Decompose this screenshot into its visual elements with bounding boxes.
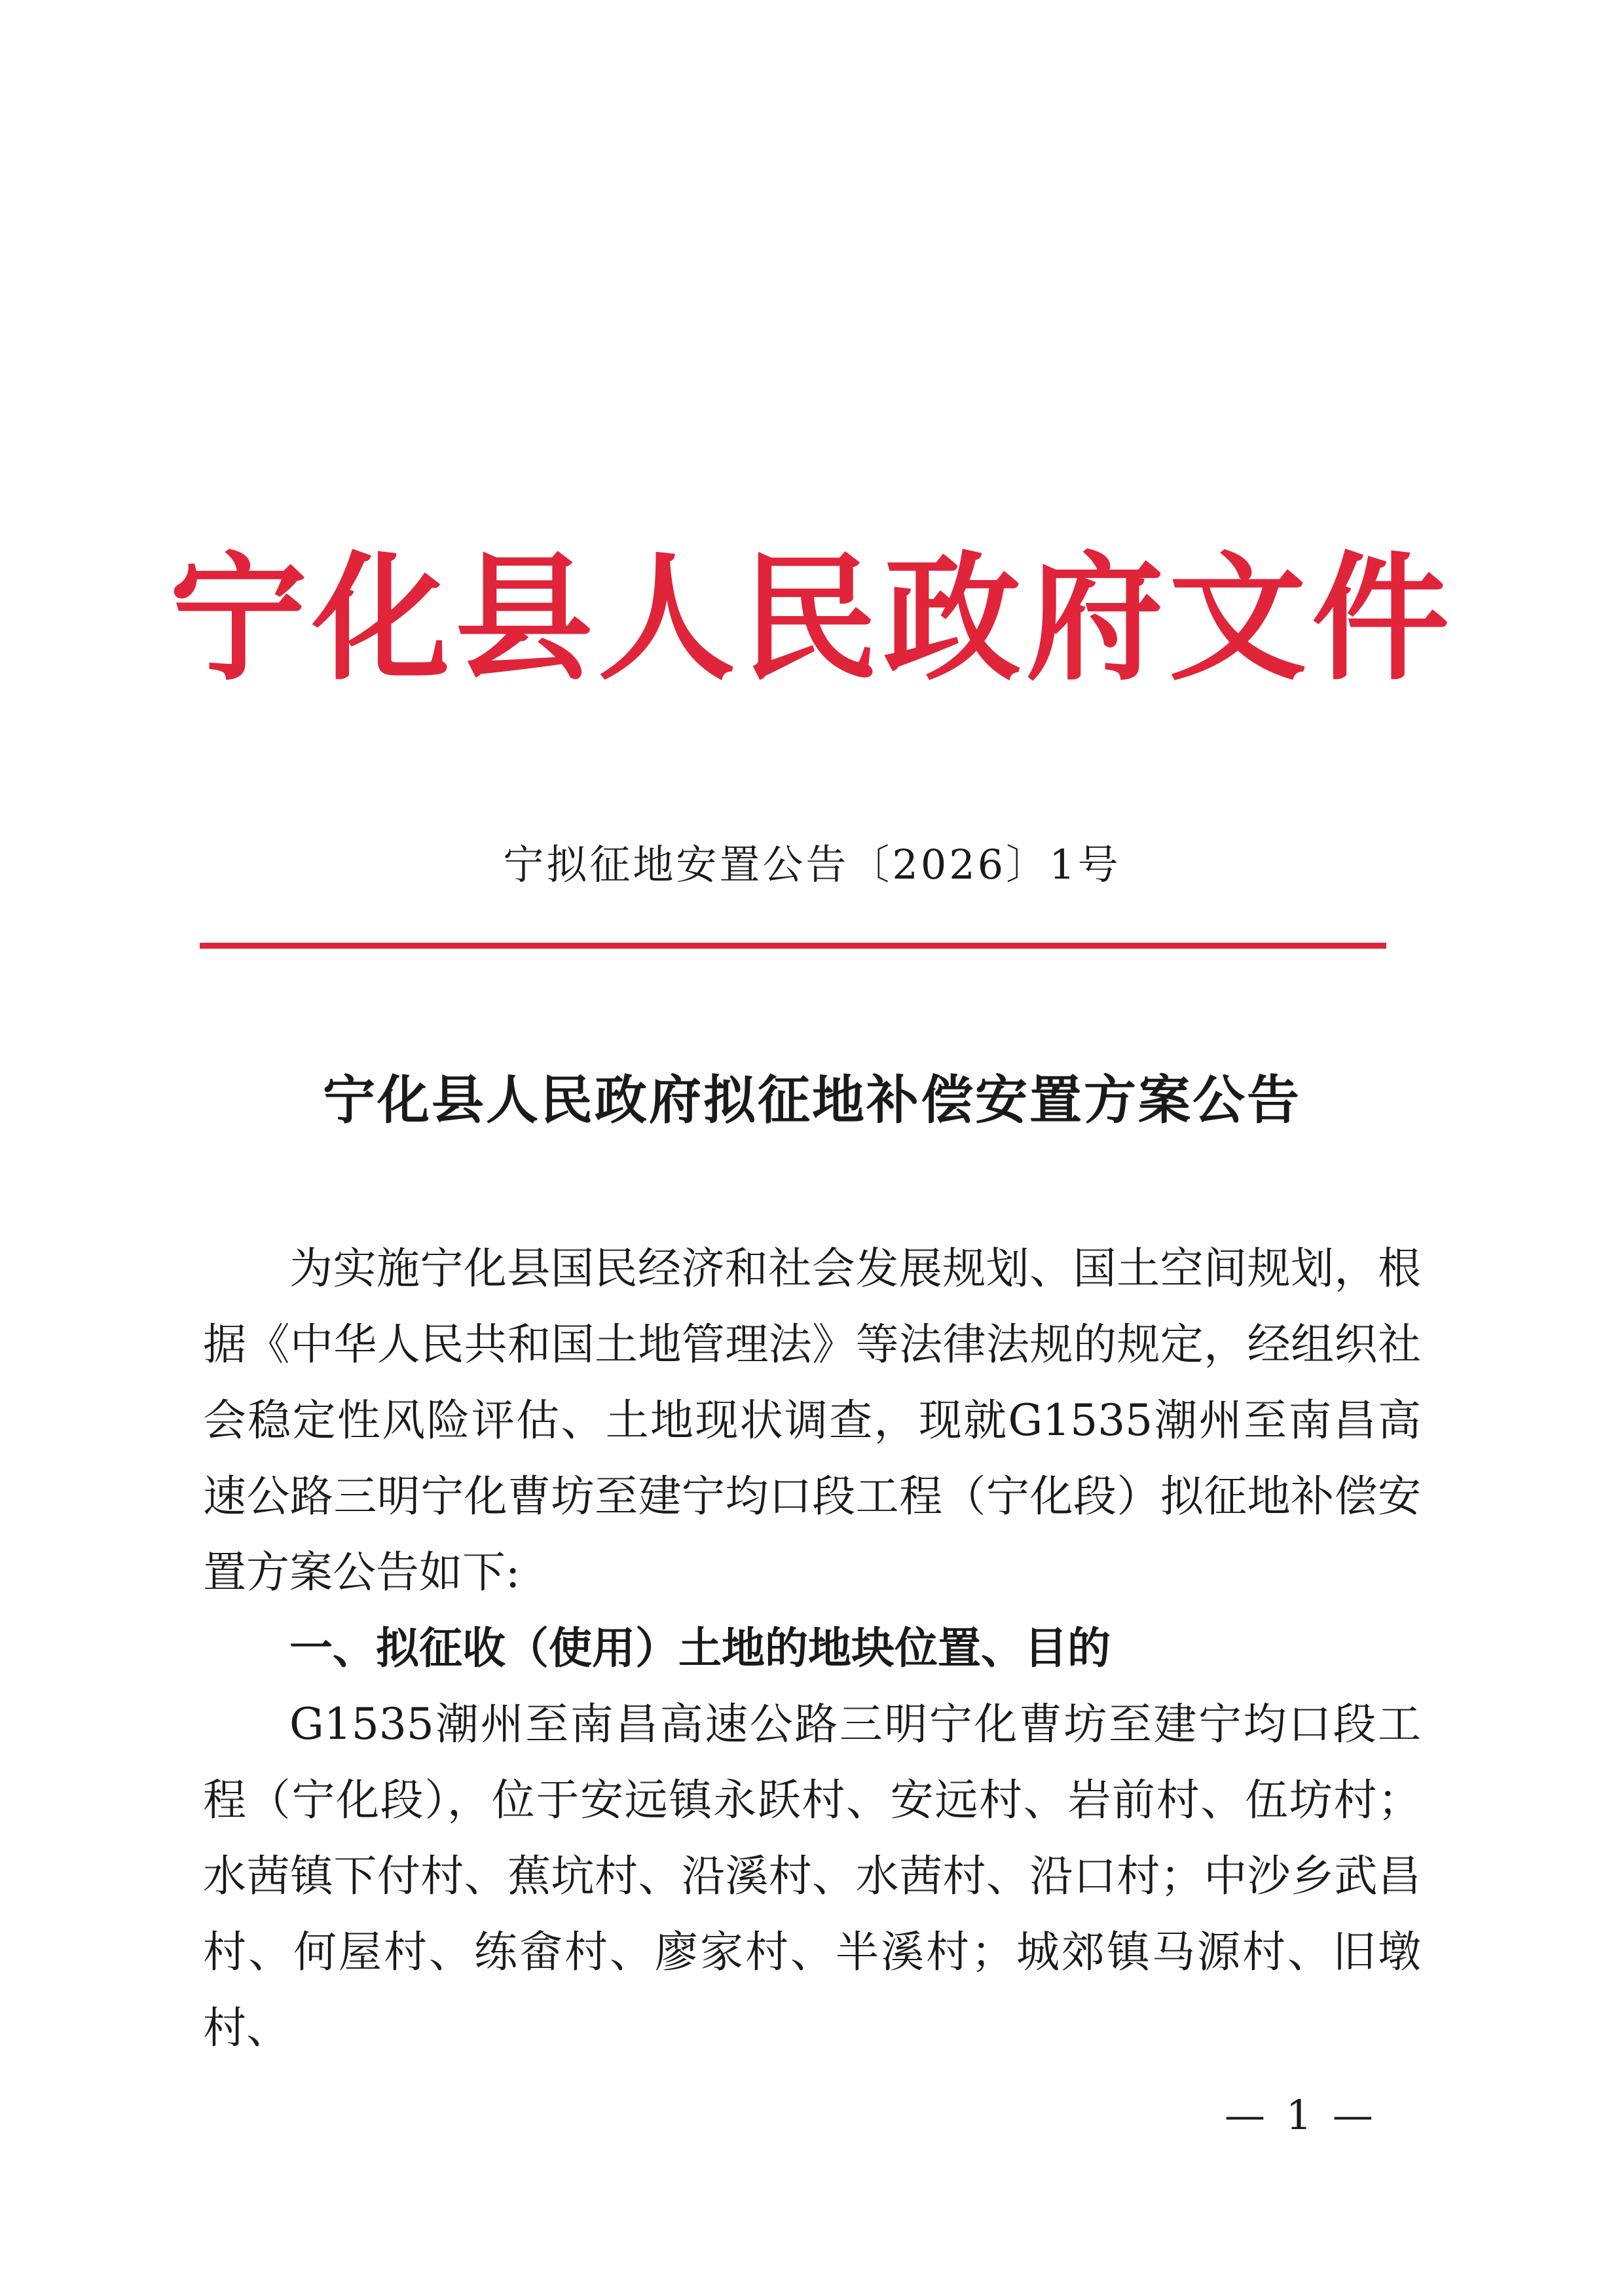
red-divider-rule xyxy=(200,943,1386,949)
section-1-paragraph: G1535潮州至南昌高速公路三明宁化曹坊至建宁均口段工程（宁化段），位于安远镇永跃村、安远村、岩前村、伍坊村；水茜镇下付村、蕉坑村、沿溪村、水茜村、沿口村；中沙乡武昌村、何屋村、练畲村、廖家村、半溪村；城郊镇马源村、旧墩村、 xyxy=(203,1699,1421,2053)
document-number: 宁拟征地安置公告〔2026〕1号 xyxy=(503,841,1121,888)
announcement-title: 宁化县人民政府拟征地补偿安置方案公告 xyxy=(323,1069,1301,1131)
masthead-title: 宁化县人民政府文件 xyxy=(169,538,1454,699)
intro-paragraph: 为实施宁化县国民经济和社会发展规划、国土空间规划，根据《中华人民共和国土地管理法》等法律法规的规定，经组织社会稳定性风险评估、土地现状调查，现就G1535潮州至南昌高速公路三明宁化曹坊至建宁均口段工程（宁化段）拟征地补偿安置方案公告如下: xyxy=(203,1243,1421,1597)
section-1-heading: 一、拟征收（使用）土地的地块位置、目的 xyxy=(289,1623,1111,1673)
page-number: — 1 — xyxy=(1225,2091,1377,2139)
document-body xyxy=(203,1231,1421,2066)
